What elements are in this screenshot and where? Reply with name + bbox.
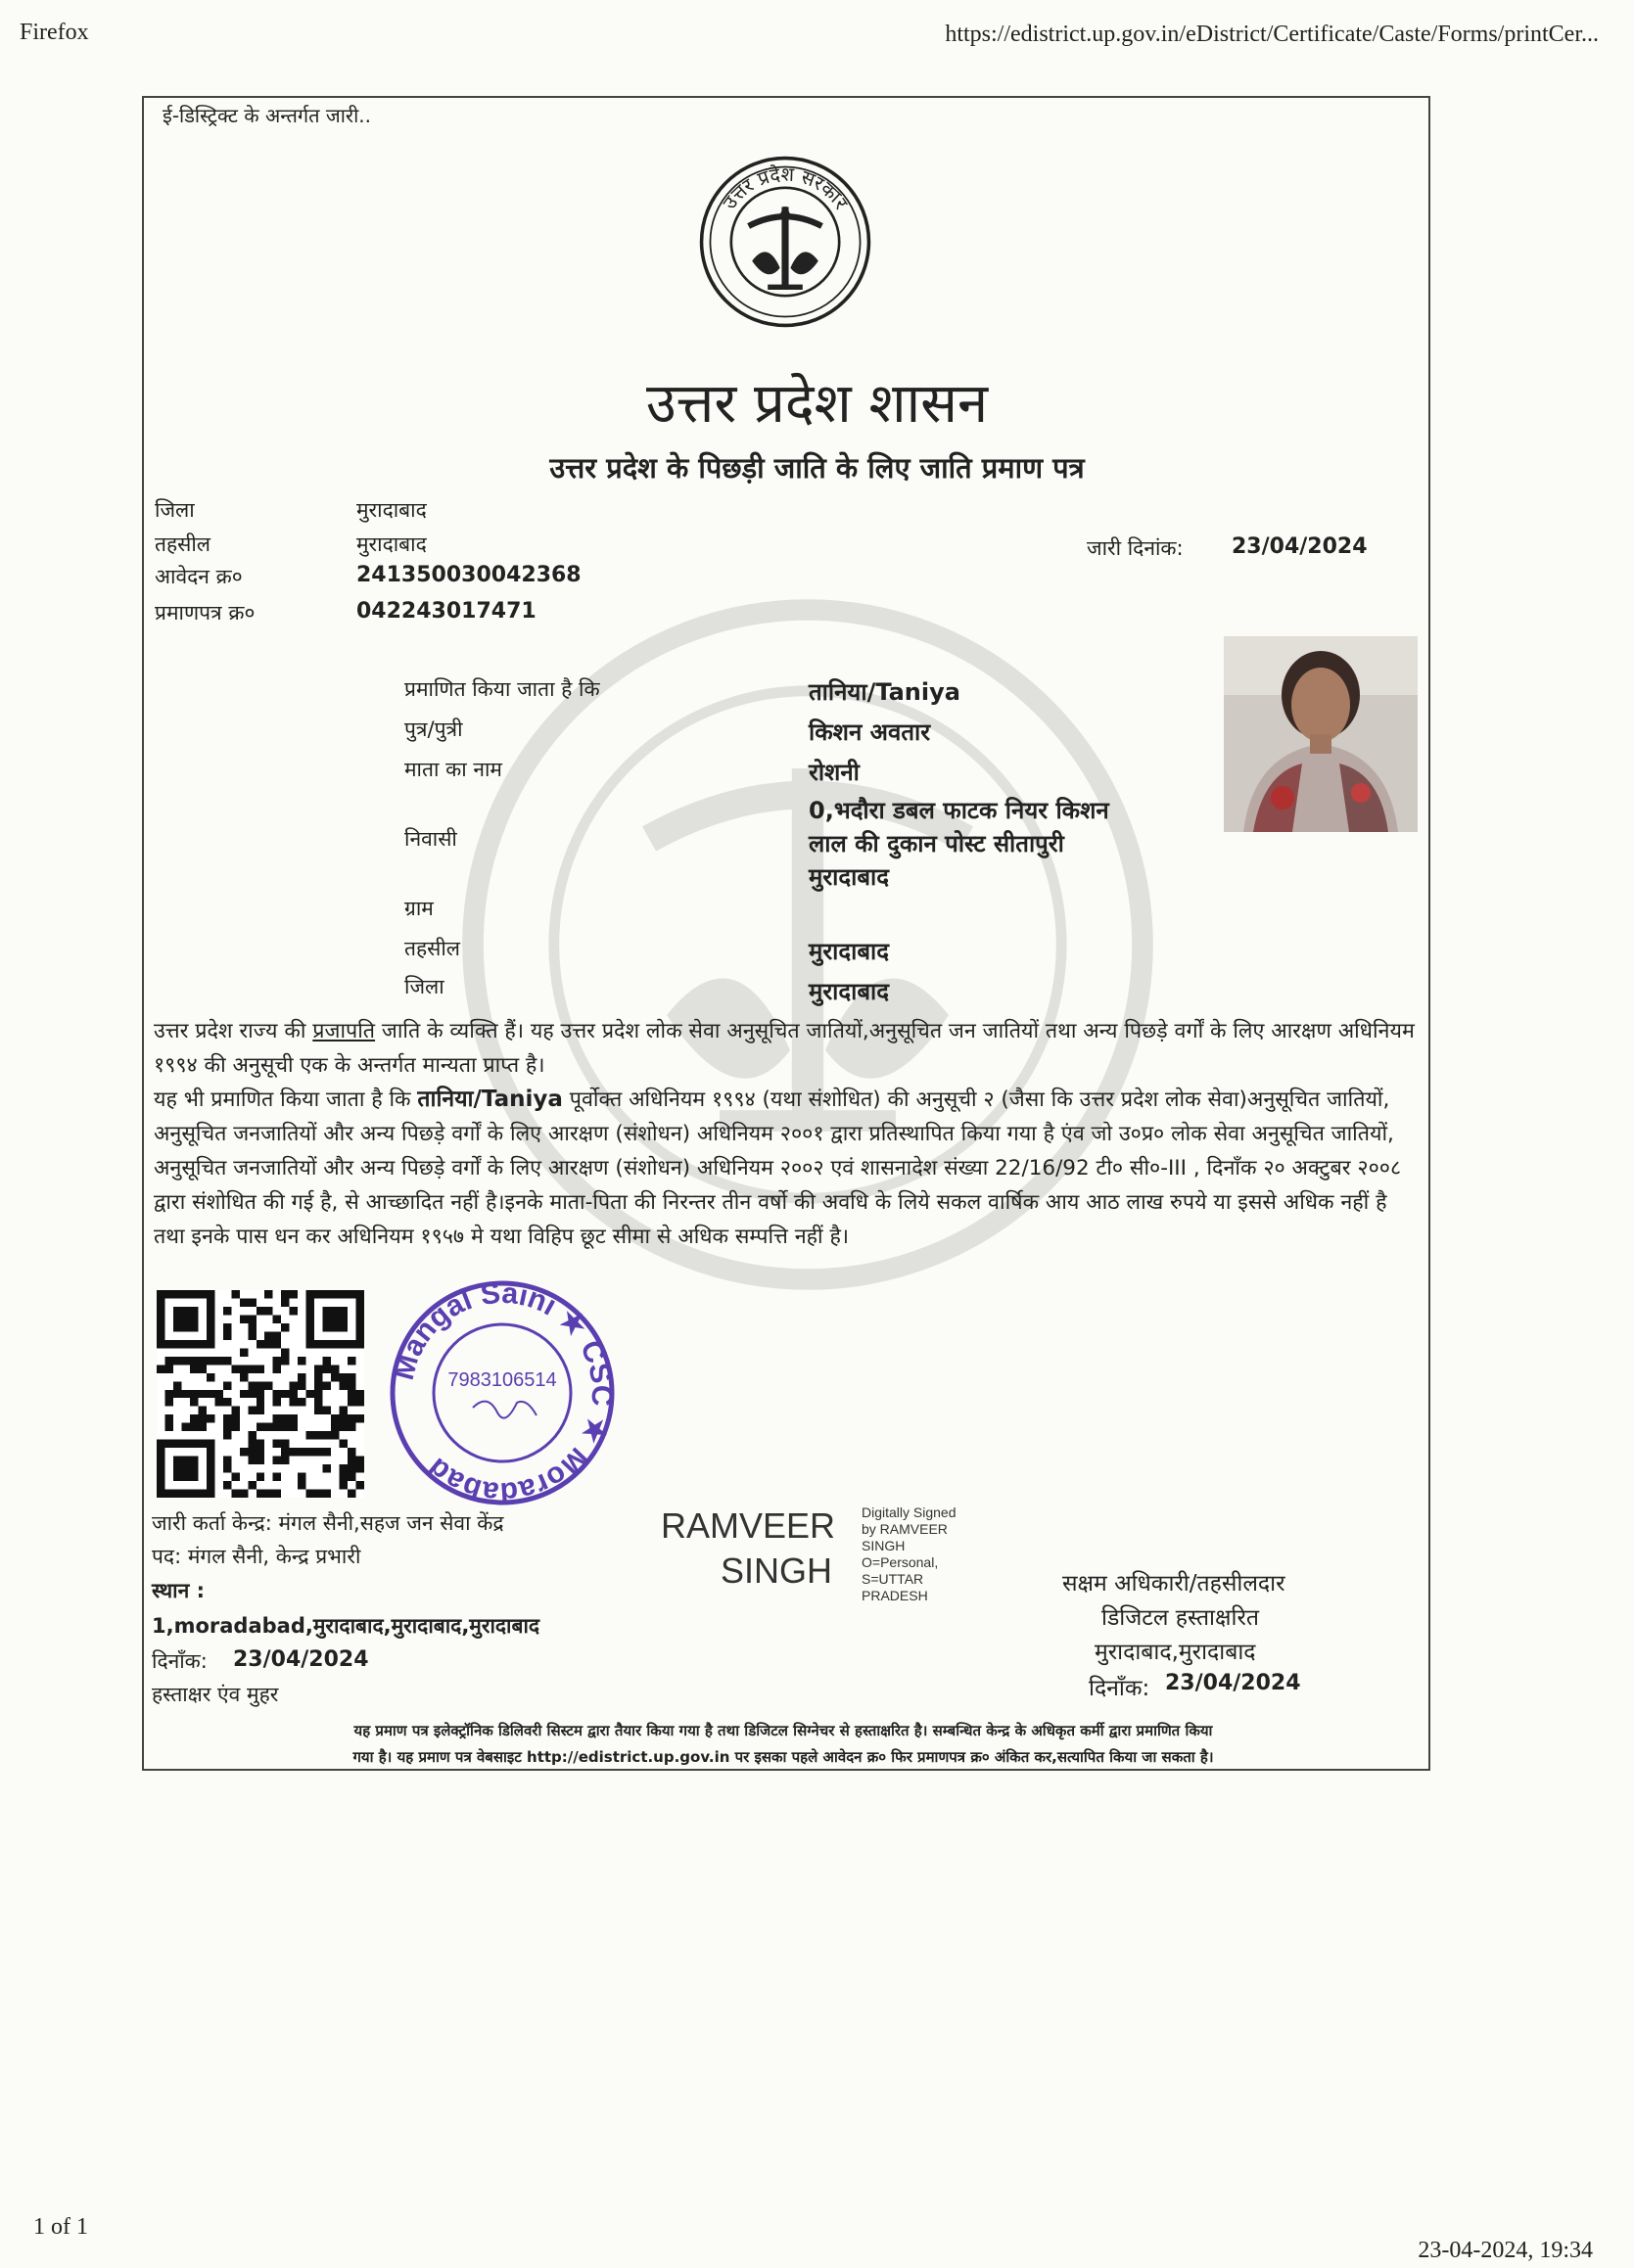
address-line-3: मुरादाबाद [809, 863, 890, 891]
detail-child-of-label: पुत्र/पुत्री [404, 717, 463, 741]
meta-tehsil-value: मुरादाबाद [356, 532, 427, 556]
qr-code [157, 1290, 364, 1498]
certificate-number: 042243017471 [356, 599, 537, 624]
svg-text:Mangal Saini ★ CSC ★ Moradabad [388, 1277, 618, 1509]
issuer-post: पद: मंगल सैनी, केन्द्र प्रभारी [152, 1545, 361, 1568]
issuer-date-label: दिनाँक: [152, 1649, 208, 1673]
sig-meta-line: O=Personal, [862, 1554, 939, 1570]
officer-designation: सक्षम अधिकारी/तहसीलदार [1062, 1571, 1285, 1597]
address-line-2: लाल की दुकान पोस्ट सीतापुरी [809, 830, 1064, 857]
certificate-title: उत्तर प्रदेश के पिछड़ी जाति के लिए जाति प्रमाण पत्र [549, 451, 1085, 485]
footer-note-line-2: गया है। यह प्रमाण पत्र वेबसाइट http://edistrict.up.gov.in पर इसका पहले आवेदन क्र० फिर प्रमाणपत्र क्र० अंकित कर,सत्यापित किया जा सकता है। [352, 1748, 1214, 1766]
up-government-emblem-icon [698, 155, 872, 329]
officer-place: मुरादाबाद,मुरादाबाद [1095, 1640, 1256, 1665]
mother-name: रोशनी [809, 759, 860, 786]
meta-tehsil-label: तहसील [155, 532, 210, 556]
print-datetime: 23-04-2024, 19:34 [1418, 2238, 1593, 2263]
stamp-ring-text: Mangal Saini ★ CSC ★ Moradabad [387, 1276, 619, 1509]
csc-stamp [380, 1271, 625, 1515]
issue-date: 23/04/2024 [1232, 534, 1368, 559]
emblem-text: उत्तर प्रदेश सरकार [718, 162, 853, 214]
digital-signature-details [862, 1504, 957, 1604]
detail-resident-label: निवासी [404, 827, 457, 851]
browser-url[interactable]: https://edistrict.up.gov.in/eDistrict/Certificate/Caste/Forms/printCer... [945, 22, 1599, 47]
detail-tehsil-label: तहसील [404, 937, 460, 960]
para2-pre: यह भी प्रमाणित किया जाता है कि [154, 1088, 418, 1112]
caste-name: प्रजापति [312, 1019, 376, 1043]
signature-seal-label: हस्ताक्षर एंव मुहर [152, 1683, 279, 1706]
certification-paragraph [154, 1083, 1417, 1254]
para2-post: पूर्वोक्त अधिनियम १९९४ (यथा संशोधित) की अनुसूची २ (जैसा कि उत्तर प्रदेश लोक सेवा)अनुसूचित जातियों, अनुसूचित जनजातियों और अन्य पिछड़े वर्गों के लिए आरक्षण (संशोधन) अधिनियम २००१ द्वारा प्रतिस्थापित किया गया है एंव जो उ०प्र० लोक सेवा अनुसूचित जातियों, अनुसूचित जनजातियों और अन्य पिछड़े वर्गों के लिए आरक्षण (संशोधन) अधिनियम २००२ एवं शासनादेश संख्या 22/16/92 टी० सी०-III , दिनाँक २० अक्टुबर २००८ द्वारा संशोधित की गई है, से आच्छादित नहीं है।इनके माता-पिता की निरन्तर तीन वर्षो की अवधि के लिये सकल वार्षिक आय आठ लाख रुपये या इससे अधिक नहीं है तथा इनके पास धन कर अधिनियम १९५७ मे यथा विहिप छूट सीमा से अधिक सम्पत्ति नहीं है। [154, 1088, 1402, 1249]
digital-signer-name-line2: SINGH [721, 1551, 833, 1591]
sig-meta-line: S=UTTAR [862, 1571, 924, 1587]
application-number: 241350030042368 [356, 563, 582, 587]
sig-meta-line: SINGH [862, 1538, 906, 1553]
meta-certificate-label: प्रमाणपत्र क्र० [155, 601, 256, 625]
stamp-phone: 7983106514 [447, 1369, 557, 1391]
issuer-place: 1,moradabad,मुरादाबाद,मुरादाबाद,मुरादाबाद [152, 1614, 540, 1638]
detail-district-label: जिला [404, 975, 444, 998]
officer-digitally-signed: डिजिटल हस्ताक्षरित [1101, 1605, 1259, 1631]
father-name: किशन अवतार [809, 718, 931, 746]
sig-meta-line: by RAMVEER [862, 1521, 948, 1537]
browser-app-name: Firefox [20, 20, 89, 45]
meta-application-label: आवेदन क्र० [155, 565, 243, 588]
detail-certified-label: प्रमाणित किया जाता है कि [404, 677, 600, 701]
issue-date-label: जारी दिनांक: [1087, 536, 1184, 560]
applicant-photo [1224, 636, 1418, 832]
caste-paragraph [154, 1014, 1417, 1083]
issued-under-text: ई-डिस्ट्रिक्ट के अन्तर्गत जारी.. [163, 104, 371, 127]
footer-note-line-1: यह प्रमाण पत्र इलेक्ट्रॉनिक डिलिवरी सिस्टम द्वारा तैयार किया गया है तथा डिजिटल सिग्नेचर से हस्ताक्षरित है। सम्बन्धित केन्द्र के अधिकृत कर्मी द्वारा प्रमाणित किया [353, 1722, 1213, 1739]
para1-post: जाति के व्यक्ति हैं। यह उत्तर प्रदेश लोक सेवा अनुसूचित जातियों,अनुसूचित जन जातियों तथा अन्य पिछड़े वर्गों के लिए आरक्षण अधिनियम १९९४ की अनुसूची एक के अन्तर्गत मान्यता प्राप्त है। [154, 1019, 1415, 1078]
address-line-1: 0,भदौरा डबल फाटक नियर किशन [809, 797, 1109, 824]
place-label: स्थान : [152, 1579, 205, 1602]
sig-meta-line: PRADESH [862, 1588, 928, 1603]
para2-name: तानिया/Taniya [417, 1087, 563, 1112]
page-count: 1 of 1 [33, 2214, 88, 2240]
para1-pre: उत्तर प्रदेश राज्य की [154, 1019, 313, 1043]
officer-date-label: दिनाँक: [1089, 1676, 1150, 1701]
digital-signer-name-line1: RAMVEER [661, 1505, 836, 1546]
issuer-date: 23/04/2024 [233, 1647, 369, 1672]
officer-date: 23/04/2024 [1165, 1671, 1301, 1695]
detail-village-label: ग्राम [404, 897, 434, 920]
sig-meta-line: Digitally Signed [862, 1504, 957, 1520]
government-heading: उत्तर प्रदेश शासन [645, 372, 989, 436]
detail-tehsil-value: मुरादाबाद [809, 938, 890, 965]
issuing-center: जारी कर्ता केन्द्र: मंगल सैनी,सहज जन सेवा केंद्र [152, 1511, 504, 1535]
meta-district-value: मुरादाबाद [356, 498, 427, 522]
applicant-name: तानिया/Taniya [809, 678, 960, 706]
detail-mother-label: माता का नाम [404, 758, 502, 781]
meta-district-label: जिला [155, 498, 195, 522]
detail-district-value: मुरादाबाद [809, 978, 890, 1005]
